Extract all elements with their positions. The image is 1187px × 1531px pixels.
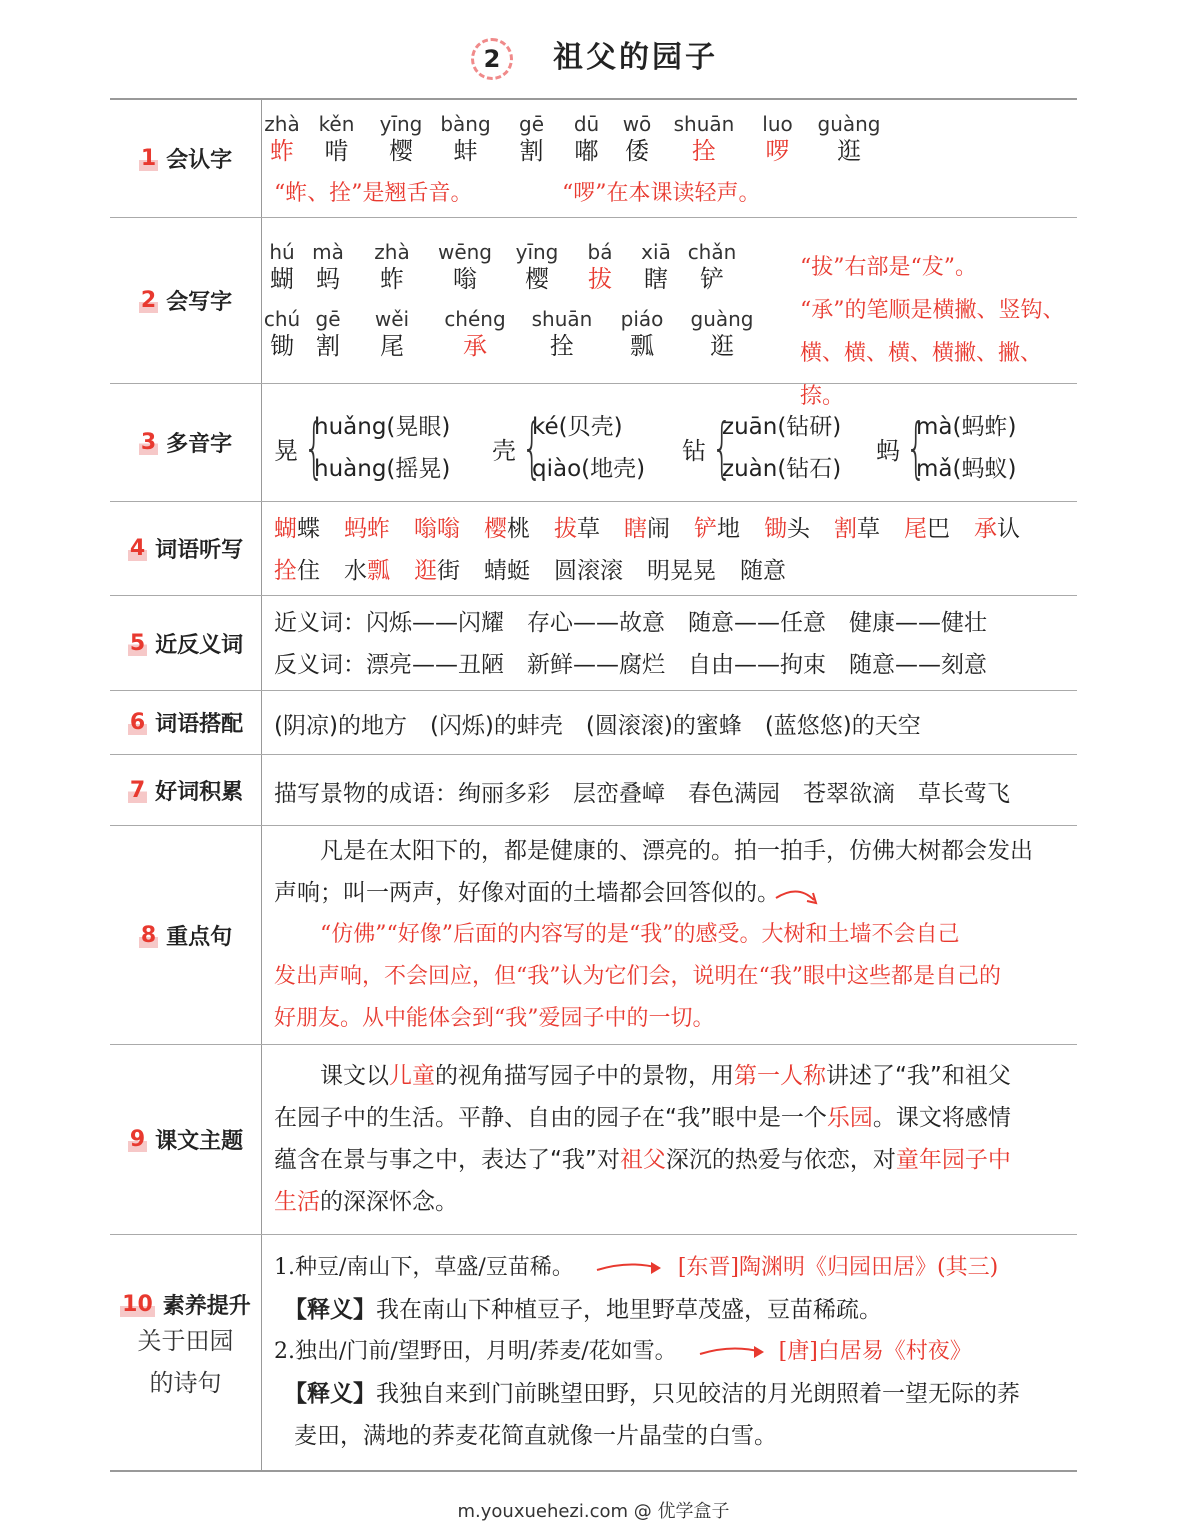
dictation-word	[647, 558, 716, 584]
reading: zuān(钻研)	[722, 414, 842, 440]
word-part: 巴	[927, 516, 950, 542]
explanation-tag: 【释义】	[284, 1381, 376, 1407]
note-stroke-order: “承”的笔顺是横撇、竖钩、	[800, 298, 1065, 323]
word-key-char: 拴	[274, 558, 297, 584]
row-content	[262, 755, 1077, 825]
row-title: 课文主题	[155, 1129, 244, 1154]
row-synonyms-antonyms	[110, 596, 1077, 691]
dictation-word	[904, 516, 950, 542]
row-label	[110, 502, 262, 595]
row-title: 近反义词	[155, 632, 244, 658]
hanzi: 嗡	[453, 265, 477, 293]
analysis-line3: 好朋友。从中能体会到“我”爱园子中的一切。	[274, 1006, 715, 1031]
word-part: 街	[437, 558, 460, 584]
polyphone-char: 钻	[682, 436, 706, 465]
dictation-word	[694, 516, 740, 542]
hanzi: 蝴	[270, 265, 294, 293]
reading: qiào(地壳)	[532, 456, 646, 482]
pinyin: hú	[269, 240, 295, 264]
lesson-number-badge: 2	[471, 38, 513, 80]
theme-line3	[274, 1139, 1065, 1181]
pinyin-char	[300, 307, 356, 361]
poem-source: [唐]白居易《村夜》	[778, 1339, 972, 1364]
row-label	[110, 596, 262, 690]
pinyin-char	[356, 307, 428, 361]
pinyin-char	[264, 307, 300, 361]
text: 的深深怀念。	[320, 1189, 458, 1215]
word-part: 草	[857, 516, 880, 542]
row-title: 素养提升	[162, 1294, 251, 1319]
text: 课文以	[320, 1063, 389, 1089]
word-key-char: 锄	[764, 516, 787, 542]
polyphone-group	[682, 406, 841, 490]
idioms-line: 描写景物的成语：绚丽多彩 层峦叠嶂 春色满园 苍翠欲滴 草长莺飞	[274, 781, 1010, 807]
word-part: 蝶	[297, 516, 320, 542]
word-part: 水	[344, 558, 367, 584]
dictation-word	[344, 516, 390, 542]
reading: huǎng(晃眼)	[314, 414, 451, 440]
pinyin: luo	[762, 112, 793, 136]
explanation-2-cont: 麦田，满地的荞麦花简直就像一片晶莹的白雪。	[294, 1423, 777, 1449]
collocations-line: (阴凉)的地方 (闪烁)的蚌壳 (圆滚滚)的蜜蜂 (蓝悠悠)的天空	[274, 713, 921, 739]
poem-text: 2.独出/门前/望野田，月明/荞麦/花如雪。	[274, 1339, 677, 1364]
pinyin: dū	[573, 112, 600, 136]
hanzi: 樱	[525, 265, 549, 293]
pinyin-char	[746, 112, 809, 166]
pinyin-char	[264, 112, 300, 166]
dictation-word	[274, 516, 320, 542]
hanzi: 逛	[837, 137, 861, 165]
hanzi: 拴	[692, 137, 716, 165]
synonyms-line: 近义词：闪烁——闪耀 存心——故意 随意——任意 健康——健壮	[274, 610, 987, 636]
word-part: 草	[577, 516, 600, 542]
row-title: 会认字	[166, 148, 233, 173]
row-content	[262, 1045, 1077, 1234]
row-label	[110, 1045, 262, 1234]
pinyin: gē	[315, 307, 341, 331]
word-key-char: 嗡嗡	[414, 516, 460, 542]
pinyin-char	[502, 112, 561, 166]
brace-icon: {	[521, 409, 543, 486]
page-title: 祖父的园子	[553, 40, 718, 75]
brace-icon: {	[711, 409, 733, 486]
highlight: 乐园	[826, 1105, 873, 1131]
row-theme	[110, 1045, 1077, 1235]
pinyin: gē	[519, 112, 544, 136]
pinyin-char	[522, 307, 602, 361]
word-key-char: 铲	[694, 516, 717, 542]
hanzi: 嘟	[574, 137, 599, 165]
pinyin-char-list	[264, 112, 889, 166]
dictation-word	[414, 516, 460, 542]
row-good-words	[110, 755, 1077, 826]
pinyin: wēng	[437, 240, 493, 264]
row-write-chars	[110, 218, 1077, 409]
text: 蕴含在景与事之中，表达了“我”对	[274, 1147, 620, 1173]
row-content	[262, 691, 1077, 754]
pinyin-char	[561, 112, 612, 166]
pinyin-char	[300, 240, 356, 294]
note-neutral-tone: “啰”在本课读轻声。	[562, 181, 761, 206]
pinyin-char-list-1	[264, 240, 740, 294]
polyphone-group	[876, 406, 1016, 490]
pinyin: chéng	[444, 307, 506, 331]
polyphone-char: 壳	[492, 436, 516, 465]
key-sentence-line2: 声响；叫一两声，好像对面的土墙都会回答似的。	[274, 880, 780, 906]
row-content	[262, 218, 1077, 409]
hanzi: 拴	[550, 332, 574, 360]
word-key-char: 蚂蚱	[344, 516, 390, 542]
word-key-char: 承	[974, 516, 997, 542]
hanzi: 樱	[389, 137, 413, 165]
pinyin: guàng	[817, 112, 881, 136]
row-content	[262, 826, 1077, 1044]
pinyin: chǎn	[687, 240, 737, 264]
hanzi: 拔	[588, 265, 612, 293]
pinyin-char	[502, 240, 572, 294]
pinyin-char	[628, 240, 684, 294]
dictation-words-1	[274, 510, 1044, 543]
poem-2	[274, 1331, 1065, 1373]
note-stroke-order-cont: 横、横、横、横撇、撇、捺。	[800, 341, 1043, 409]
pinyin-char-list-2	[264, 307, 762, 361]
hanzi: 蚱	[380, 265, 404, 293]
pinyin: kěn	[318, 112, 355, 136]
theme-line4	[274, 1181, 1065, 1223]
dictation-word	[484, 558, 530, 584]
row-content	[262, 384, 1077, 501]
row-number: 5	[129, 630, 146, 656]
word-part: 住	[297, 558, 320, 584]
reading: mǎ(蚂蚁)	[916, 456, 1017, 482]
word-part: 明晃晃	[647, 558, 716, 584]
row-number: 1	[140, 146, 157, 171]
arrow-icon	[698, 1342, 768, 1362]
pinyin-char	[612, 112, 662, 166]
hanzi: 锄	[270, 332, 294, 360]
row-key-sentence	[110, 826, 1077, 1045]
row-collocations	[110, 691, 1077, 755]
pinyin-char	[300, 112, 373, 166]
word-key-char: 拔	[554, 516, 577, 542]
row-number: 10	[122, 1292, 153, 1317]
dictation-words-2	[274, 552, 810, 585]
row-title: 词语搭配	[155, 712, 244, 737]
analysis-line1: “仿佛”“好像”后面的内容写的是“我”的感受。大树和土墙不会自己	[320, 922, 960, 947]
pinyin: mà	[312, 240, 344, 264]
hanzi: 逛	[710, 332, 734, 360]
row-title: 多音字	[166, 432, 233, 457]
row-label	[110, 691, 262, 754]
hanzi: 承	[463, 332, 487, 360]
word-part: 随意	[740, 558, 786, 584]
dictation-word	[740, 558, 786, 584]
reading: mà(蚂蚱)	[916, 414, 1017, 440]
hanzi: 蚱	[270, 137, 294, 165]
dictation-word	[974, 516, 1020, 542]
pinyin: zhà	[374, 240, 410, 264]
analysis-line2: 发出声响，不会回应，但“我”认为它们会，说明在“我”眼中这些都是自己的	[274, 964, 1001, 989]
pinyin-char	[373, 112, 429, 166]
pinyin: bàng	[440, 112, 491, 136]
row-content	[262, 100, 1077, 217]
pinyin: chú	[263, 307, 301, 331]
row-content	[262, 1235, 1077, 1470]
word-part: 闹	[647, 516, 670, 542]
row-label	[110, 1235, 262, 1470]
pinyin-char	[684, 240, 740, 294]
word-key-char: 割	[834, 516, 857, 542]
text: 讲述了“我”和祖父	[826, 1063, 1011, 1089]
theme-line2	[274, 1097, 1065, 1139]
note-retroflex: “蚱、拴”是翘舌音。	[274, 181, 473, 206]
text: 在园子中的生活。平静、自由的园子在“我”眼中是一个	[274, 1105, 827, 1131]
footer-watermark: m.youxuehezi.com @ 优学盒子	[457, 1501, 730, 1522]
highlight: 儿童	[389, 1063, 435, 1089]
highlight: 生活	[274, 1189, 320, 1215]
row-label	[110, 384, 262, 501]
hanzi: 铲	[700, 265, 724, 293]
row-title: 词语听写	[155, 538, 244, 563]
explanation-tag: 【释义】	[284, 1297, 376, 1323]
hanzi: 尾	[380, 332, 404, 360]
pinyin: wěi	[374, 307, 410, 331]
row-label	[110, 100, 262, 217]
dictation-word	[834, 516, 880, 542]
pinyin-char	[662, 112, 746, 166]
word-part: 地	[717, 516, 740, 542]
row-subtitle: 关于田园	[137, 1327, 234, 1355]
pinyin: yīng	[379, 112, 423, 136]
pinyin: yīng	[515, 240, 559, 264]
row-number: 8	[140, 922, 157, 948]
polyphone-group	[492, 406, 645, 490]
row-title: 好词积累	[155, 779, 244, 805]
dictation-word	[624, 516, 670, 542]
pinyin-char	[682, 307, 762, 361]
row-number: 2	[140, 288, 157, 313]
word-part: 圆滚滚	[554, 558, 623, 584]
brace-icon: {	[905, 409, 927, 486]
highlight: 祖父	[619, 1147, 666, 1173]
hanzi: 啃	[324, 137, 349, 165]
row-number: 7	[129, 777, 146, 803]
pinyin-char	[429, 112, 502, 166]
word-key-char: 蝴	[274, 516, 297, 542]
word-key-char: 樱	[484, 516, 507, 542]
word-part: 蜻蜓	[484, 558, 530, 584]
row-label	[110, 755, 262, 825]
dictation-word	[414, 558, 460, 584]
pinyin-char	[809, 112, 889, 166]
pinyin: bá	[587, 240, 613, 264]
hanzi: 啰	[765, 137, 790, 165]
pinyin: wō	[622, 112, 652, 136]
word-key-char: 逛	[414, 558, 437, 584]
pinyin: shuān	[531, 307, 593, 331]
poem-source: [东晋]陶渊明《归园田居》(其三)	[677, 1255, 999, 1280]
row-subtitle: 的诗句	[149, 1369, 222, 1397]
arrow-icon	[595, 1258, 665, 1278]
note-radical: “拔”右部是“犮”。	[800, 255, 977, 280]
explanation-1	[274, 1289, 1065, 1331]
pinyin: shuān	[673, 112, 735, 136]
row-number: 3	[140, 430, 157, 455]
row-number: 9	[129, 1127, 146, 1152]
poem-text: 1.种豆/南山下，草盛/豆苗稀。	[274, 1255, 574, 1280]
theme-line1	[274, 1055, 1065, 1097]
word-part: 头	[787, 516, 810, 542]
pinyin-char	[356, 240, 428, 294]
pinyin: piáo	[620, 307, 664, 331]
hanzi: 蚌	[453, 137, 478, 165]
row-title: 会写字	[166, 290, 233, 315]
arrow-icon	[774, 878, 822, 910]
page-header	[0, 38, 1187, 82]
dictation-word	[764, 516, 810, 542]
explanation-text: 我在南山下种植豆子，地里野草茂盛，豆苗稀疏。	[376, 1297, 882, 1323]
pinyin: xiā	[641, 240, 671, 264]
reading: huàng(摇晃)	[314, 456, 451, 482]
dictation-word	[484, 516, 530, 542]
explanation-text: 我独自来到门前眺望田野，只见皎洁的月光朗照着一望无际的荞	[376, 1381, 1020, 1407]
hanzi: 蚂	[316, 265, 340, 293]
pinyin-char	[428, 307, 522, 361]
antonyms-line: 反义词：漂亮——丑陋 新鲜——腐烂 自由——拘束 随意——刻意	[274, 652, 987, 678]
hanzi: 瓢	[630, 332, 654, 360]
dictation-word	[554, 558, 623, 584]
hanzi: 倭	[625, 137, 649, 165]
text: 的视角描写园子中的景物，用	[435, 1063, 734, 1089]
polyphone-group	[274, 406, 450, 490]
pinyin-char	[264, 240, 300, 294]
row-title: 重点句	[166, 924, 233, 950]
pinyin-char	[428, 240, 502, 294]
highlight: 第一人称	[734, 1063, 826, 1089]
hanzi: 割	[316, 332, 340, 360]
row-number: 6	[129, 710, 146, 735]
word-part: 桃	[507, 516, 530, 542]
word-key-char: 瓢	[367, 558, 390, 584]
pinyin: zhà	[264, 112, 300, 136]
pinyin-char	[572, 240, 628, 294]
text: 。课文将感情	[872, 1105, 1011, 1131]
summary-table	[110, 98, 1077, 1472]
pinyin: guàng	[690, 307, 754, 331]
dictation-word	[344, 558, 390, 584]
polyphone-char: 晃	[274, 436, 298, 465]
brace-icon: {	[303, 409, 325, 486]
hanzi: 瞎	[644, 265, 668, 293]
reading: ké(贝壳)	[532, 414, 623, 440]
text: 深沉的热爱与依恋，对	[665, 1147, 896, 1173]
row-dictation	[110, 502, 1077, 596]
row-number: 4	[129, 536, 146, 561]
highlight: 童年园子中	[895, 1147, 1011, 1173]
row-content	[262, 502, 1077, 595]
row-label	[110, 826, 262, 1044]
word-part: 认	[997, 516, 1020, 542]
row-literacy	[110, 1235, 1077, 1470]
row-polyphones	[110, 384, 1077, 502]
reading: zuàn(钻石)	[722, 456, 842, 482]
polyphone-char: 蚂	[876, 436, 900, 465]
row-content	[262, 596, 1077, 690]
hanzi: 割	[519, 137, 544, 165]
word-key-char: 尾	[904, 516, 927, 542]
explanation-2	[274, 1373, 1065, 1415]
word-key-char: 瞎	[624, 516, 647, 542]
dictation-word	[554, 516, 600, 542]
key-sentence-line1: 凡是在太阳下的，都是健康的、漂亮的。拍一拍手，仿佛大树都会发出	[320, 838, 1033, 864]
pinyin-char	[602, 307, 682, 361]
poem-1	[274, 1247, 1065, 1289]
row-recognize-chars	[110, 100, 1077, 218]
dictation-word	[274, 558, 320, 584]
row-label	[110, 218, 262, 383]
